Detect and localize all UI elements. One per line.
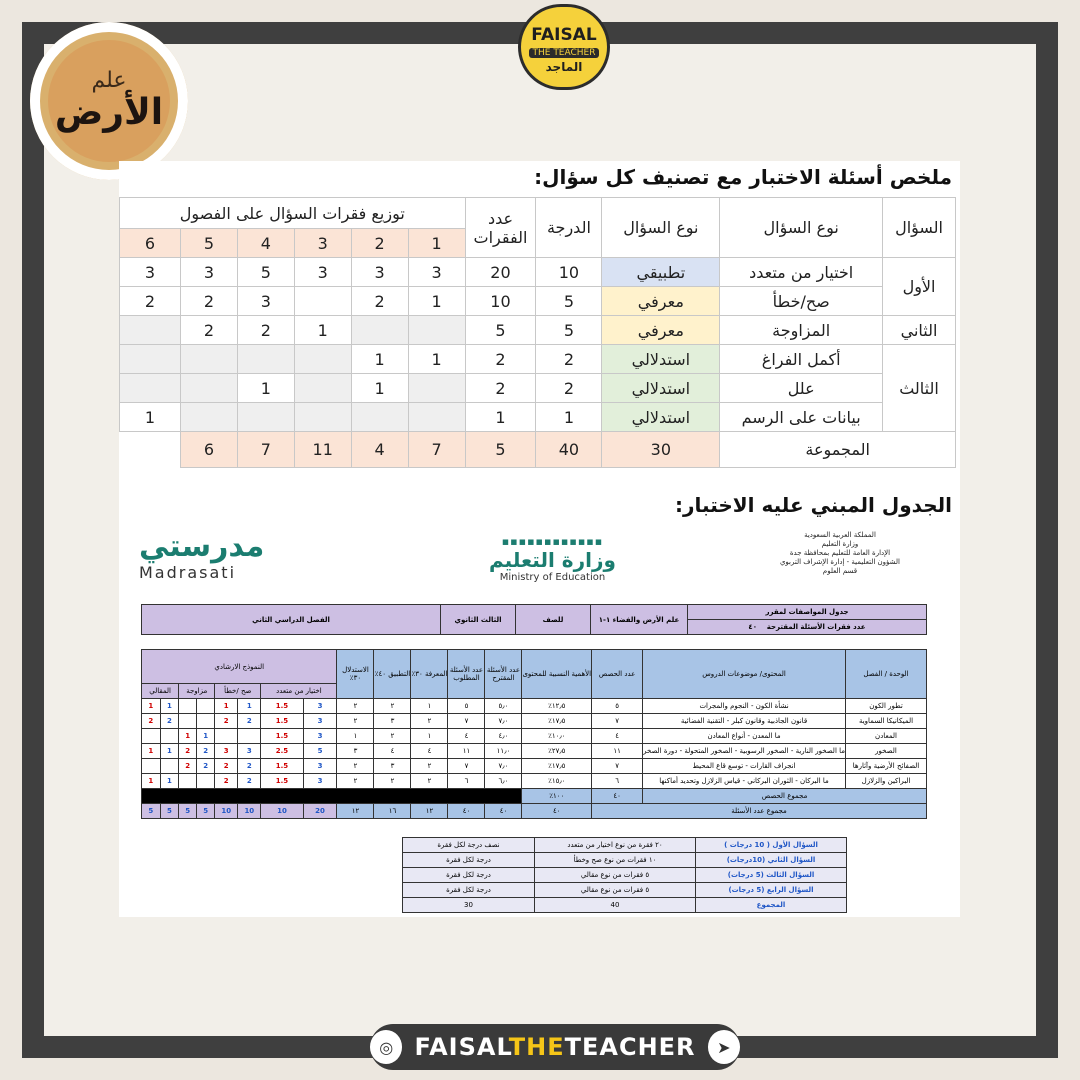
table-row [142, 774, 927, 789]
spec-total: ٤٠ [448, 804, 485, 819]
logos-row [119, 523, 960, 603]
spec-weight: ١٧٫٥٪ [522, 759, 592, 774]
hdr-ch4: 4 [237, 229, 294, 258]
spec-prop: ٥٫٠ [485, 699, 522, 714]
q-level: استدلالي [602, 403, 720, 432]
spec-e1 [160, 759, 179, 774]
spec-m1: 3 [303, 729, 337, 744]
legend-grade: درجة لكل فقرة [403, 853, 535, 868]
spec-col-sessions: عدد الحصص [592, 650, 643, 699]
q-type: بيانات على الرسم [720, 403, 883, 432]
spec-total: ٤٠ [485, 804, 522, 819]
spec-e2: 1 [142, 699, 161, 714]
q-c5 [180, 403, 237, 432]
spec-guide: النموذج الارشادي [142, 650, 337, 684]
total-count: 40 [536, 432, 602, 468]
spec-z1: 2 [197, 759, 215, 774]
spec-header [141, 604, 927, 635]
handle-part-a: FAISAL [414, 1033, 509, 1061]
spec-m2: 1.5 [261, 714, 303, 729]
spec-req: ٤ [448, 729, 485, 744]
spec-prop: ٧٫٠ [485, 714, 522, 729]
legend-grade: درجة لكل فقرة [403, 868, 535, 883]
spec-k: ٤ [411, 744, 448, 759]
spec-z1 [197, 774, 215, 789]
q-c6: 1 [120, 403, 181, 432]
q-c3: 1 [294, 316, 351, 345]
summary-table [119, 197, 956, 468]
q-c6 [120, 374, 181, 403]
q-type: صح/خطأ [720, 287, 883, 316]
spec-e2 [142, 729, 161, 744]
q-label: الثالث [883, 345, 956, 432]
q-c6: 2 [120, 287, 181, 316]
spec-z2: 1 [179, 729, 197, 744]
spec-unit: تطور الكون [846, 699, 927, 714]
spec-k: ١ [411, 699, 448, 714]
spec-m2: 1.5 [261, 759, 303, 774]
moe-dots-icon: ▪▪▪▪▪▪▪▪▪▪▪▪ [501, 535, 604, 548]
table-row [403, 898, 847, 913]
spec-total: 5 [179, 804, 197, 819]
spec-m2: 2.5 [261, 744, 303, 759]
legend-grade: نصف درجة لكل فقرة [403, 838, 535, 853]
spec-weight: ١٢٫٥٪ [522, 699, 592, 714]
legend-q: المجموع [696, 898, 847, 913]
spec-sum-q-label: مجموع عدد الأسئلة [592, 804, 927, 819]
spec-req: ٧ [448, 759, 485, 774]
spec-r: ٣ [337, 744, 374, 759]
spec-e1: 1 [160, 774, 179, 789]
spec-t1: 1 [238, 699, 261, 714]
q-grade: 10 [536, 258, 602, 287]
table-row [120, 345, 956, 374]
spec-t2: 2 [215, 714, 238, 729]
total-c4: 11 [294, 432, 351, 468]
spec-total: 5 [160, 804, 179, 819]
spec-col-unit: الوحدة / الفصل [846, 650, 927, 699]
q-c6: 3 [120, 258, 181, 287]
black-bar [142, 789, 522, 804]
q-c5: 2 [180, 316, 237, 345]
legend-grade: درجة لكل فقرة [403, 883, 535, 898]
q-count: 2 [465, 345, 536, 374]
spec-z2 [179, 714, 197, 729]
spec-subject: علم الأرض والفضاء ١-١ [591, 605, 688, 635]
spec-a: ٣ [374, 714, 411, 729]
q-type: المزاوجة [720, 316, 883, 345]
spec-total: ١٢ [411, 804, 448, 819]
q-c6 [120, 316, 181, 345]
spec-z2: 2 [179, 759, 197, 774]
spec-sessions: ٤ [592, 729, 643, 744]
spec-e2: 1 [142, 774, 161, 789]
spec-col-reason: الاستدلال ٣٠٪ [337, 650, 374, 699]
spec-t2: 2 [215, 759, 238, 774]
spec-prop: ٧٫٠ [485, 759, 522, 774]
spec-m1: 3 [303, 714, 337, 729]
spec-total-q [688, 620, 927, 635]
q-c3: 3 [294, 258, 351, 287]
q-grade: 2 [536, 345, 602, 374]
spec-total: 10 [215, 804, 238, 819]
hdr-dist: توزيع فقرات السؤال على الفصول [120, 198, 466, 229]
spec-col-knowledge: المعرفة ٣٠٪ [411, 650, 448, 699]
spec-m2: 1.5 [261, 774, 303, 789]
spec-weight: ١٠٫٠٪ [522, 729, 592, 744]
spec-k: ٢ [411, 774, 448, 789]
moe-logo [489, 535, 616, 583]
q-c4: 1 [237, 374, 294, 403]
hdr-ch5: 5 [180, 229, 237, 258]
total-c1: 5 [465, 432, 536, 468]
spec-z2 [179, 699, 197, 714]
legend-q: السؤال الثالث (5 درجات) [696, 868, 847, 883]
q-c1 [408, 374, 465, 403]
spec-m2: 1.5 [261, 729, 303, 744]
q-c6 [120, 345, 181, 374]
spec-col-tf: صح /خطأ [215, 684, 261, 699]
summary-title: ملخص أسئلة الاختبار مع تصنيف كل سؤال: [534, 165, 952, 189]
spec-t2: 2 [215, 774, 238, 789]
handle-part-b: THE [508, 1033, 565, 1061]
spec-r: ٢ [337, 774, 374, 789]
q-level: استدلالي [602, 345, 720, 374]
spec-m2: 1.5 [261, 699, 303, 714]
hdr-ch6: 6 [120, 229, 181, 258]
q-c2: 1 [351, 345, 408, 374]
total-c5: 7 [237, 432, 294, 468]
spec-total: ١٦ [374, 804, 411, 819]
spec-total: 10 [238, 804, 261, 819]
spec-unit: البراكين والزلازل [846, 774, 927, 789]
spec-req: ٥ [448, 699, 485, 714]
spec-col-content: المحتوى/ موضوعات الدروس [643, 650, 846, 699]
content-sheet [119, 161, 960, 917]
q-type: علل [720, 374, 883, 403]
spec-sessions: ٧ [592, 714, 643, 729]
legend-q: السؤال الثاني (10درجات) [696, 853, 847, 868]
logo-name: FAISAL [531, 25, 597, 45]
spec-a: ٢ [374, 729, 411, 744]
handle-part-c: TEACHER [564, 1033, 696, 1061]
spec-total-q-label: عدد فقرات الأسئلة المقترحة [766, 623, 866, 631]
spec-prop: ٦٫٠ [485, 774, 522, 789]
table-row [142, 759, 927, 774]
spec-a: ٣ [374, 759, 411, 774]
spec-unit: المعادن [846, 729, 927, 744]
legend-q: السؤال الرابع (5 درجات) [696, 883, 847, 898]
spec-r: ٢ [337, 699, 374, 714]
telegram-icon[interactable]: ➤ [708, 1030, 740, 1064]
q-count: 5 [465, 316, 536, 345]
spec-weight: ١٥٫٠٪ [522, 774, 592, 789]
q-c2: 2 [351, 287, 408, 316]
spec-a: ٤ [374, 744, 411, 759]
q-c1 [408, 316, 465, 345]
q-c4 [237, 345, 294, 374]
spec-z1 [197, 714, 215, 729]
q-c1: 1 [408, 287, 465, 316]
q-count: 10 [465, 287, 536, 316]
legend-desc: ٥ فقرات من نوع مقالي [535, 883, 696, 898]
q-grade: 5 [536, 316, 602, 345]
faisal-logo [518, 4, 610, 90]
spec-total: 5 [142, 804, 161, 819]
spec-k: ١ [411, 729, 448, 744]
spec-m1: 5 [303, 744, 337, 759]
hdr-ch3: 3 [294, 229, 351, 258]
spec-total: 5 [197, 804, 215, 819]
madrasati-ar: مدرستي [139, 529, 265, 564]
q-c3 [294, 345, 351, 374]
madrasati-en: Madrasati [139, 563, 237, 582]
spec-e1: 1 [160, 699, 179, 714]
q-c4: 3 [237, 287, 294, 316]
spec-unit: الصفائح الأرضية وآثارها [846, 759, 927, 774]
legend-desc: 40 [535, 898, 696, 913]
sessions-total-row [142, 789, 927, 804]
table-row [142, 744, 927, 759]
spec-e1: 2 [160, 714, 179, 729]
spec-m1: 3 [303, 774, 337, 789]
spec-z1 [197, 699, 215, 714]
spec-class: الثالث الثانوي [441, 605, 516, 635]
spec-sessions: ٧ [592, 759, 643, 774]
total-c2: 7 [408, 432, 465, 468]
total-c6: 6 [180, 432, 237, 468]
spec-z2 [179, 774, 197, 789]
spec-m1: 3 [303, 699, 337, 714]
q-c1: 1 [408, 345, 465, 374]
q-c1: 3 [408, 258, 465, 287]
spec-t1 [238, 729, 261, 744]
q-c2: 3 [351, 258, 408, 287]
table-row [142, 729, 927, 744]
table-row [120, 258, 956, 287]
q-level: معرفي [602, 316, 720, 345]
q-type: أكمل الفراغ [720, 345, 883, 374]
spec-t1: 2 [238, 759, 261, 774]
spec-prop: ٤٫٠ [485, 729, 522, 744]
table-row [142, 699, 927, 714]
hdr-question: السؤال [883, 198, 956, 258]
q-c1 [408, 403, 465, 432]
legend-desc: ٥ فقرات من نوع مقالي [535, 868, 696, 883]
spec-e2: 2 [142, 714, 161, 729]
q-c4: 5 [237, 258, 294, 287]
spec-sum-sessions: ٤٠ [592, 789, 643, 804]
spec-req: ٧ [448, 714, 485, 729]
table-row [403, 868, 847, 883]
spec-table [141, 649, 927, 819]
spec-e2: 1 [142, 744, 161, 759]
badge-line1: علم [91, 68, 127, 93]
table-row [120, 316, 956, 345]
spec-e1 [160, 729, 179, 744]
spec-sessions: ٥ [592, 699, 643, 714]
table-row [142, 714, 927, 729]
spec-t2: 3 [215, 744, 238, 759]
spec-content: ما الصخور النارية - الصخور الرسوبية - الصخور المتحولة - دورة الصخر [643, 744, 846, 759]
q-c3 [294, 287, 351, 316]
spec-m1: 3 [303, 759, 337, 774]
spec-col-weight: الأهمية النسبية للمحتوى [522, 650, 592, 699]
spec-req: ٦ [448, 774, 485, 789]
footer-handle [414, 1033, 695, 1061]
spec-k: ٢ [411, 714, 448, 729]
spec-t1: 3 [238, 744, 261, 759]
total-c3: 4 [351, 432, 408, 468]
table-row [120, 403, 956, 432]
q-c5 [180, 374, 237, 403]
q-c2 [351, 316, 408, 345]
moe-en: Ministry of Education [499, 572, 606, 583]
q-c5: 3 [180, 258, 237, 287]
spec-sessions: ١١ [592, 744, 643, 759]
q-level: تطبيقي [602, 258, 720, 287]
spec-content: ما المعدن - أنواع المعادن [643, 729, 846, 744]
q-c4 [237, 403, 294, 432]
hdr-ch1: 1 [408, 229, 465, 258]
spec-sessions: ٦ [592, 774, 643, 789]
spec-total: 20 [303, 804, 337, 819]
spec-z2: 2 [179, 744, 197, 759]
hdr-grade: الدرجة [536, 198, 602, 258]
spec-section-title: الجدول المبني عليه الاختبار: [675, 493, 952, 517]
q-grade: 5 [536, 287, 602, 316]
spec-total: 10 [261, 804, 303, 819]
total-grade: 30 [602, 432, 720, 468]
spec-z1: 1 [197, 729, 215, 744]
q-c4: 2 [237, 316, 294, 345]
q-type: اختيار من متعدد [720, 258, 883, 287]
legend-grade: 30 [403, 898, 535, 913]
q-count: 20 [465, 258, 536, 287]
table-row [403, 853, 847, 868]
q-level: استدلالي [602, 374, 720, 403]
spec-sum-q: ٤٠ [522, 804, 592, 819]
spec-e1: 1 [160, 744, 179, 759]
logo-ar: الماجد [545, 60, 583, 74]
spec-t1: 2 [238, 774, 261, 789]
hdr-ch2: 2 [351, 229, 408, 258]
spec-prop: ١١٫٠ [485, 744, 522, 759]
spec-col-proposed: عدد الأسئلة المقترح [485, 650, 522, 699]
spec-class-label: للصف [516, 605, 591, 635]
spec-content: ما البركان - الثوران البركاني - قياس الزلازل وتحديد أماكنها [643, 774, 846, 789]
spec-k: ٢ [411, 759, 448, 774]
spec-r: ٢ [337, 714, 374, 729]
total-label: المجموعة [720, 432, 956, 468]
q-c2: 1 [351, 374, 408, 403]
hdr-qtype2: نوع السؤال [602, 198, 720, 258]
spec-t2 [215, 729, 238, 744]
legend-q: السؤال الأول ( 10 درجات ) [696, 838, 847, 853]
spec-req: ١١ [448, 744, 485, 759]
spec-unit: الصخور [846, 744, 927, 759]
spec-a: ٢ [374, 699, 411, 714]
spec-sum-sessions-label: مجموع الحصص [643, 789, 927, 804]
table-row [120, 287, 956, 316]
spec-z1: 2 [197, 744, 215, 759]
moe-ar: وزارة التعليم [489, 548, 616, 572]
footer-bar [370, 1024, 740, 1070]
spec-content: قانون الجاذبية وقانون كبلر - التقنية الفضائية [643, 714, 846, 729]
q-label: الأول [883, 258, 956, 316]
spec-col-apply: التطبيق ٤٠٪ [374, 650, 411, 699]
table-row [403, 883, 847, 898]
spec-total-q-value: ٤٠ [748, 623, 757, 631]
q-label: الثاني [883, 316, 956, 345]
spec-col-mcq: اختيار من متعدد [261, 684, 337, 699]
legend-table [402, 837, 847, 913]
hdr-count: عدد الفقرات [465, 198, 536, 258]
hdr-qtype: نوع السؤال [720, 198, 883, 258]
madrasati-logo [139, 531, 264, 582]
badge-line2: الأرض [54, 92, 164, 133]
q-grade: 1 [536, 403, 602, 432]
spec-t1: 2 [238, 714, 261, 729]
spec-term: الفصل الدراسي الثاني [142, 605, 441, 635]
total-row [120, 432, 956, 468]
spec-r: ٢ [337, 759, 374, 774]
q-count: 1 [465, 403, 536, 432]
instagram-icon[interactable]: ◎ [370, 1030, 402, 1064]
legend-desc: ٢٠ فقرة من نوع اختيار من متعدد [535, 838, 696, 853]
q-c3 [294, 403, 351, 432]
spec-col-essay: المقالي [142, 684, 179, 699]
spec-e2 [142, 759, 161, 774]
q-c2 [351, 403, 408, 432]
q-c3 [294, 374, 351, 403]
kingdom-header: المملكة العربية السعودية وزارة التعليم الإدارة العامة للتعليم بمحافظة جدة الشؤون التعليمية - إدارة الإشراف التربوي قسم العلوم [779, 531, 900, 575]
subject-badge [30, 22, 188, 180]
spec-r: ١ [337, 729, 374, 744]
q-level: معرفي [602, 287, 720, 316]
spec-total: ١٢ [337, 804, 374, 819]
q-c5 [180, 345, 237, 374]
legend-desc: ١٠ فقرات من نوع صح وخطأ [535, 853, 696, 868]
q-count: 2 [465, 374, 536, 403]
spec-sum-weight: ١٠٠٪ [522, 789, 592, 804]
q-c5: 2 [180, 287, 237, 316]
table-row [120, 374, 956, 403]
spec-content: انجراف القارات - توسع قاع المحيط [643, 759, 846, 774]
q-grade: 2 [536, 374, 602, 403]
spec-a: ٢ [374, 774, 411, 789]
spec-unit: الميكانيكا السماوية [846, 714, 927, 729]
spec-content: نشأة الكون - النجوم والمجرات [643, 699, 846, 714]
spec-col-match: مزاوجة [179, 684, 215, 699]
table-row [403, 838, 847, 853]
spec-title: جدول المواصفات لمقرر [688, 605, 927, 620]
spec-col-required: عدد الأسئلة المطلوب [448, 650, 485, 699]
logo-tag: THE TEACHER [529, 48, 599, 58]
spec-t2: 1 [215, 699, 238, 714]
spec-weight: ١٧٫٥٪ [522, 714, 592, 729]
questions-total-row [142, 804, 927, 819]
spec-weight: ٢٧٫٥٪ [522, 744, 592, 759]
